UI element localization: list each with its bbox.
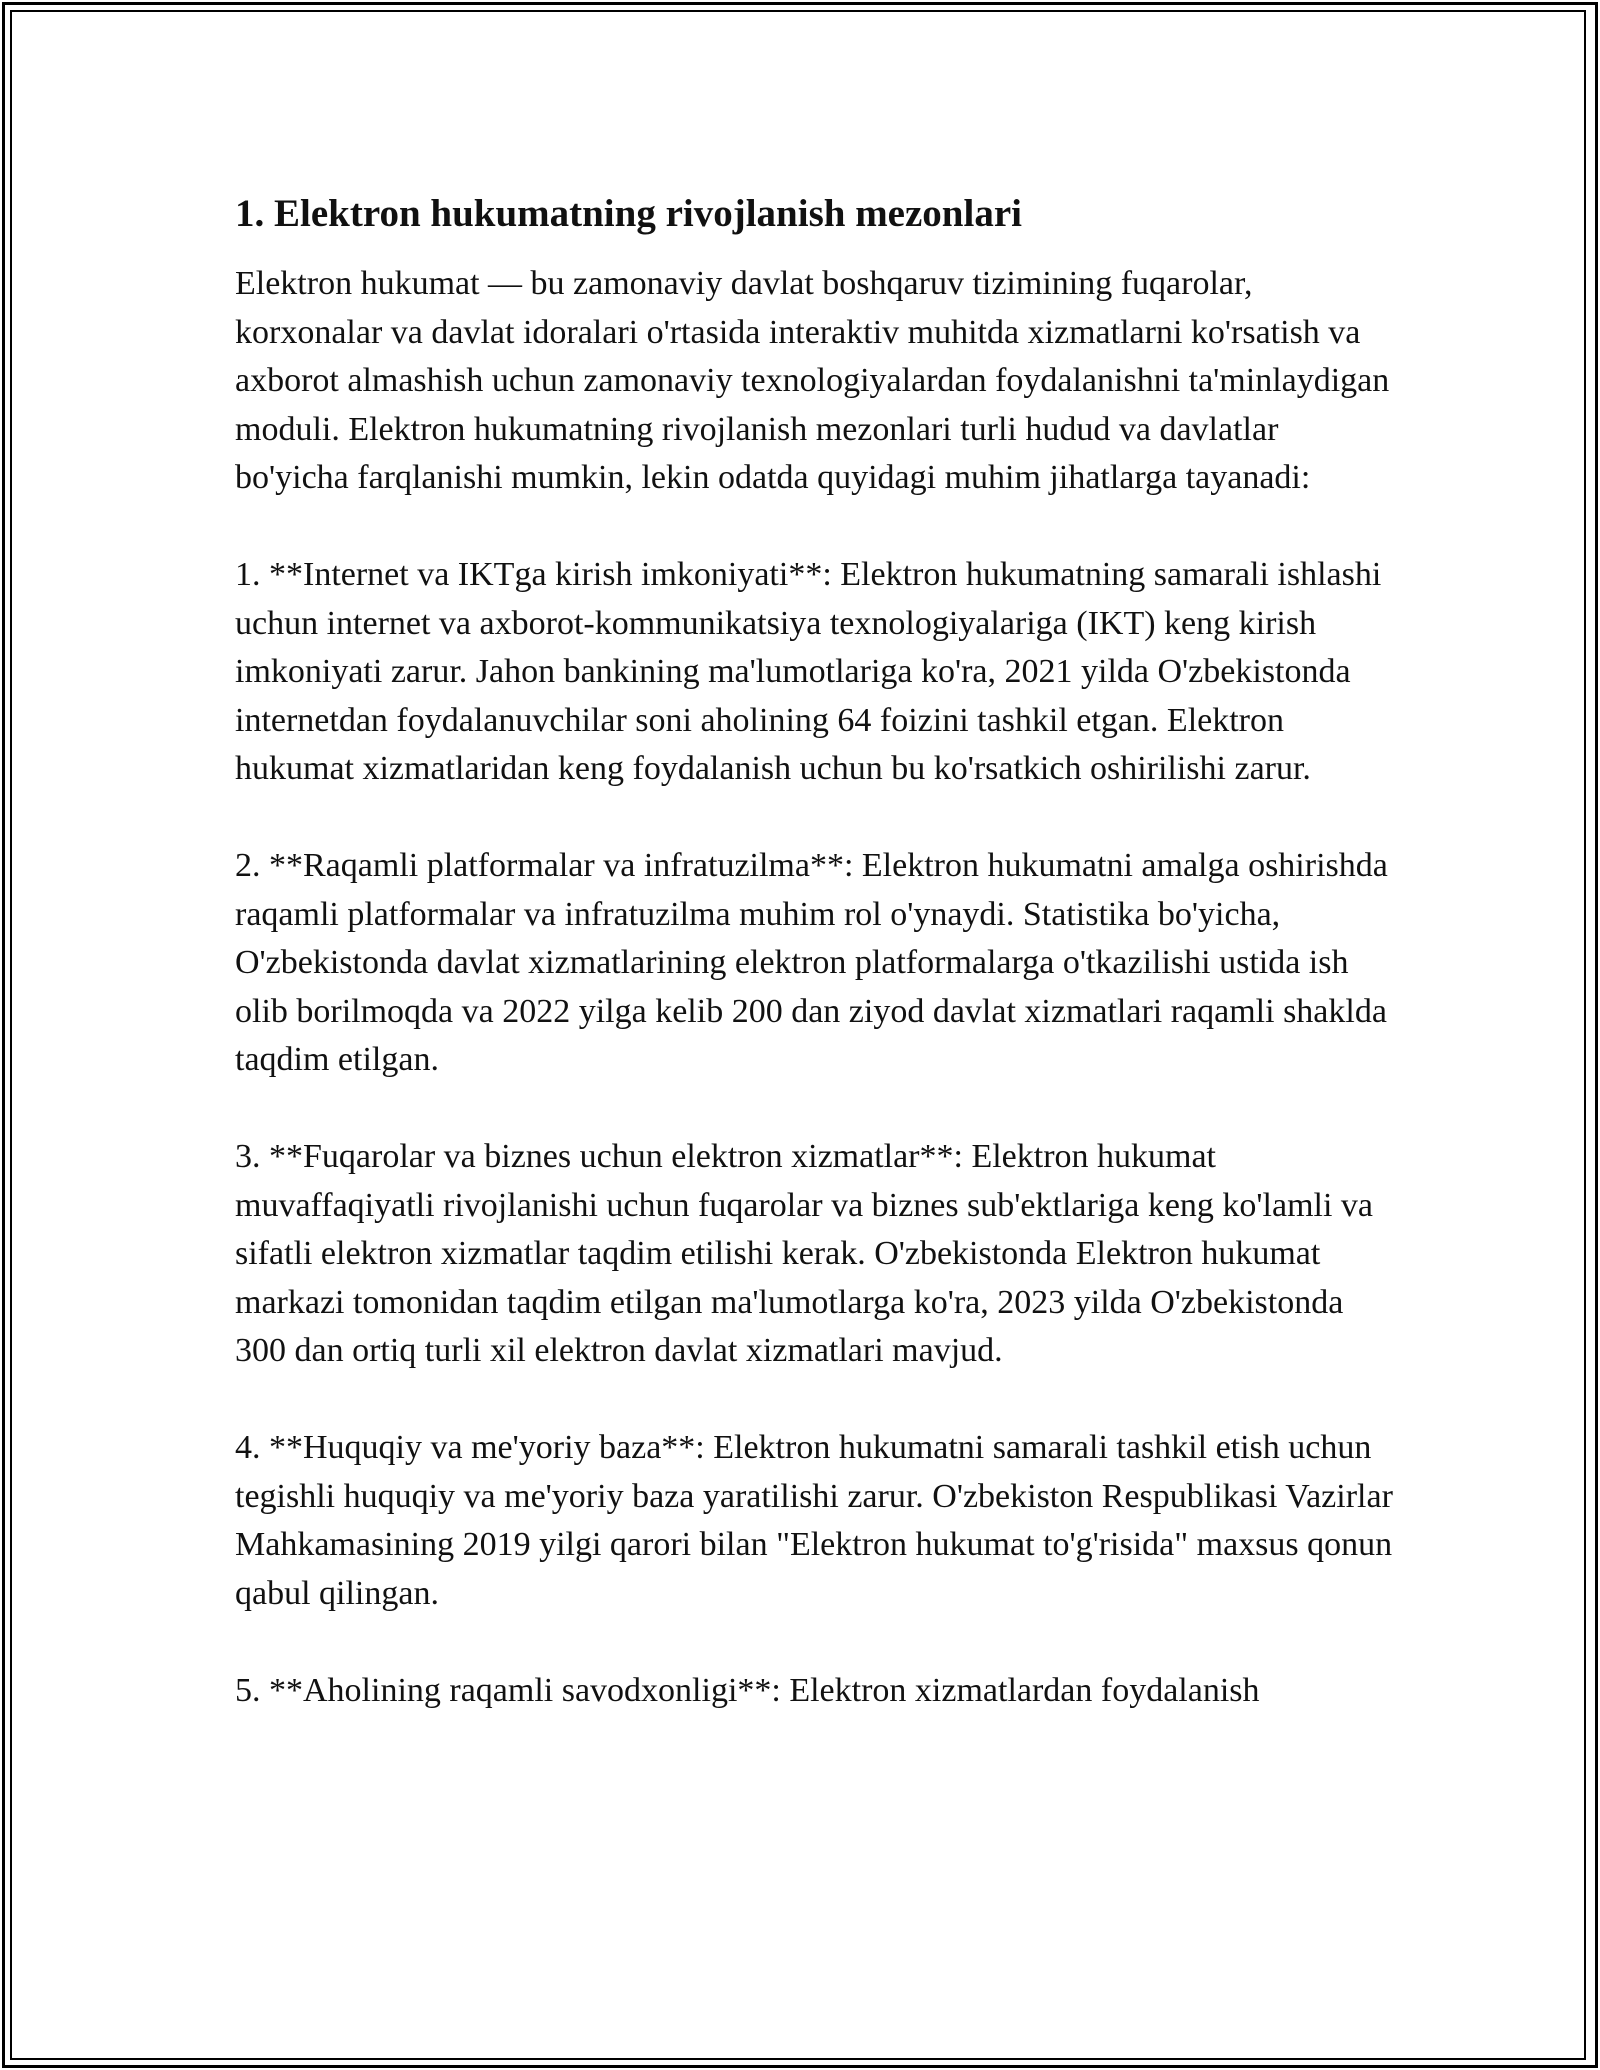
criterion-digital-platforms: 2. **Raqamli platformalar va infratuzilma**: Elektron hukumatni amalga oshirishda raqamli platformalar va infratuzilma muhim rol o'ynaydi. Statistika bo'yicha, O'zbekistonda davlat xizmatlarining elektron platformalarga o'tkazilishi ustida ish olib borilmoqda va 2022 yilga kelib 200 dan ziyod davlat xizmatlari raqamli shaklda taqdim etilgan.	[235, 847, 1388, 1078]
section-heading: 1. Elektron hukumatning rivojlanish mezonlari	[235, 192, 1022, 235]
criterion-electronic-services: 3. **Fuqarolar va biznes uchun elektron xizmatlar**: Elektron hukumat muvaffaqiyatli rivojlanishi uchun fuqarolar va biznes sub'ektlariga keng ko'lamli va sifatli elektron xizmatlar taqdim etilishi kerak. O'zbekistonda Elektron hukumat markazi tomonidan taqdim etilgan ma'lumotlarga ko'ra, 2023 yilda O'zbekistonda 300 dan ortiq turli xil elektron davlat xizmatlari mavjud.	[235, 1138, 1374, 1369]
criterion-internet-ict: 1. **Internet va IKTga kirish imkoniyati**: Elektron hukumatning samarali ishlashi uchun internet va axborot-kommunikatsiya texnologiyalariga (IKT) keng kirish imkoniyati zarur. Jahon bankining ma'lumotlariga ko'ra, 2021 yilda O'zbekistonda internetdan foydalanuvchilar soni aholining 64 foizini tashkil etgan. Elektron hukumat xizmatlaridan keng foydalanish uchun bu ko'rsatkich oshirilishi zarur.	[235, 556, 1382, 787]
criterion-legal-framework: 4. **Huquqiy va me'yoriy baza**: Elektron hukumatni samarali tashkil etish uchun tegishli huquqiy va me'yoriy baza yaratilishi zarur. O'zbekiston Respublikasi Vazirlar Mahkamasining 2019 yilgi qarori bilan "Elektron hukumat to'g'risida" maxsus qonun qabul qilingan.	[235, 1429, 1393, 1612]
criterion-digital-literacy: 5. **Aholining raqamli savodxonligi**: Elektron xizmatlardan foydalanish	[235, 1671, 1260, 1709]
intro-paragraph: Elektron hukumat — bu zamonaviy davlat boshqaruv tizimining fuqarolar, korxonalar va davlat idoralari o'rtasida interaktiv muhitda xizmatlarni ko'rsatish va axborot almashish uchun zamonaviy texnologiyalardan foydalanishni ta'minlaydigan moduli. Elektron hukumatning rivojlanish mezonlari turli hudud va davlatlar bo'yicha farqlanishi mumkin, lekin odatda quyidagi muhim jihatlarga tayanadi:	[235, 265, 1390, 496]
document-body	[235, 188, 1395, 1764]
